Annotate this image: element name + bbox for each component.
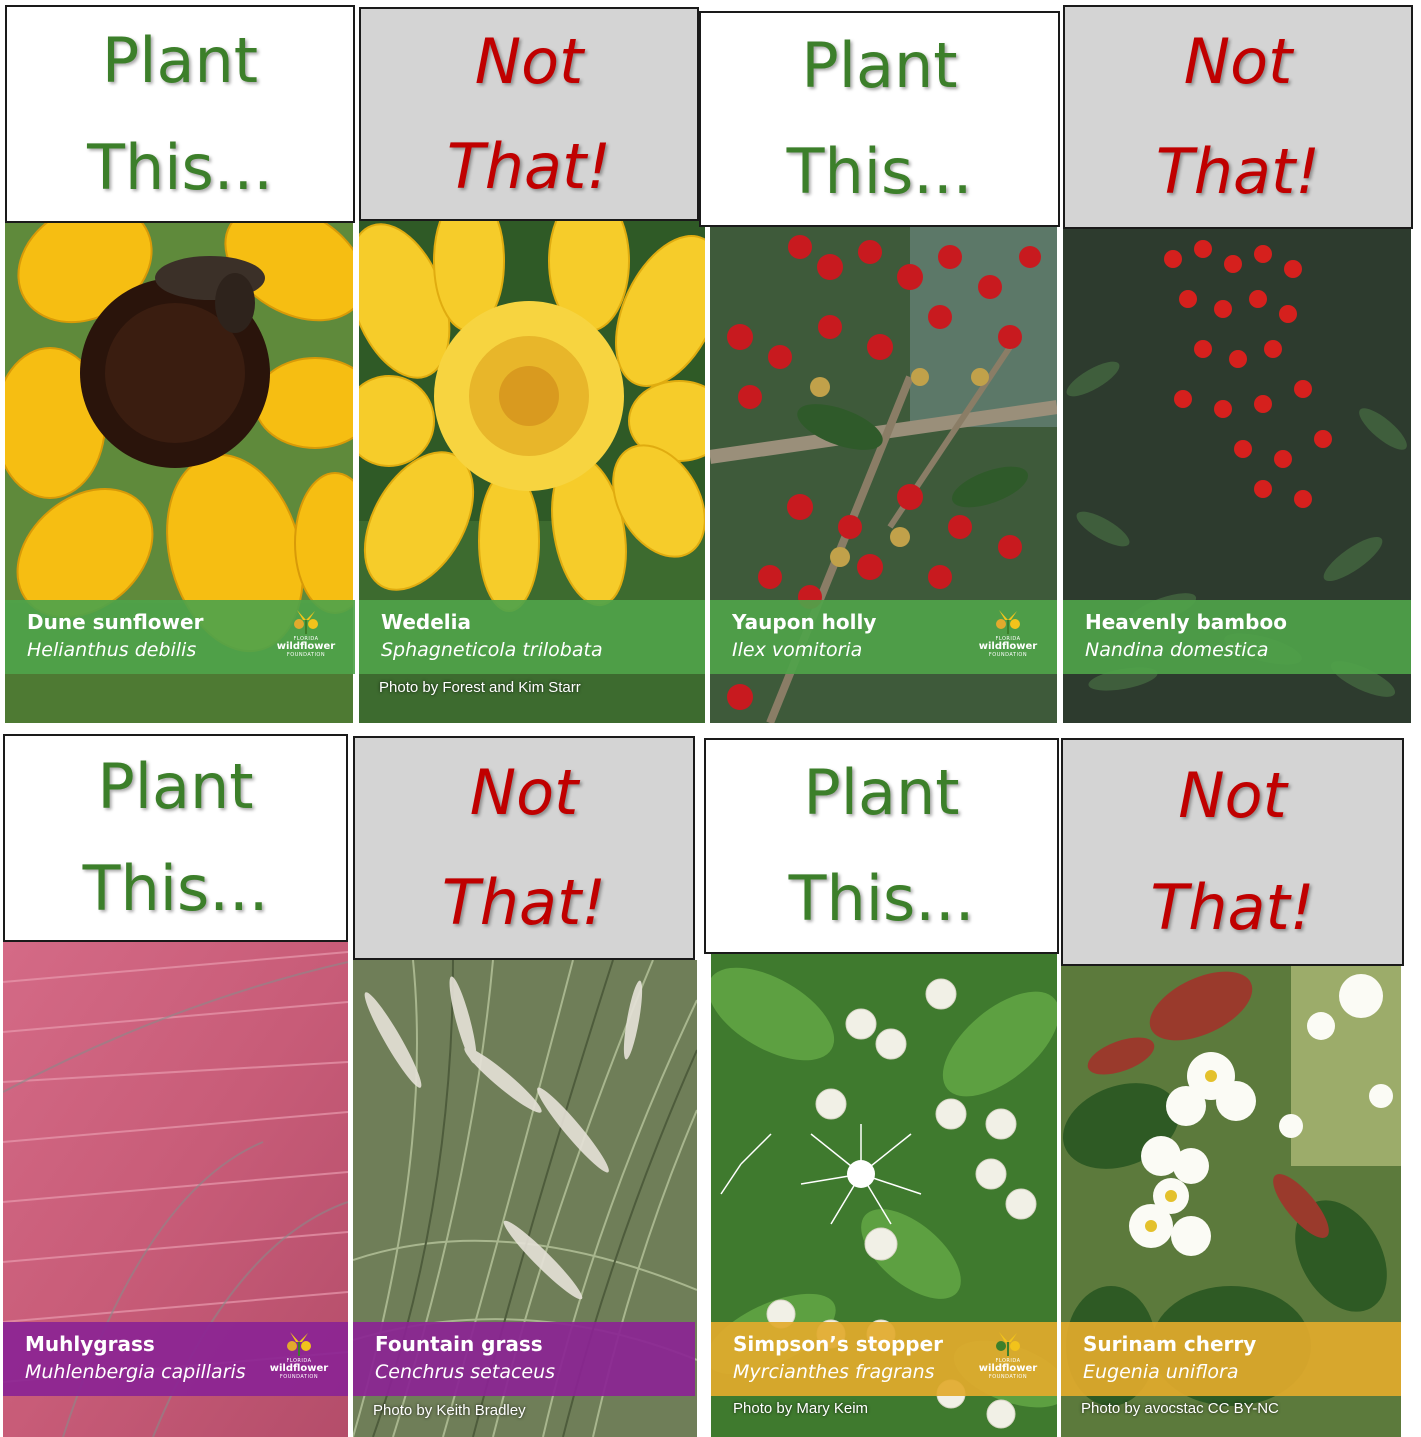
- photo-credit: Photo by Mary Keim: [733, 1400, 869, 1417]
- this-label: This...: [82, 852, 269, 925]
- card-simpsons-stopper: [704, 738, 1059, 1437]
- florida-wildflower-logo: FLORIDA wildflower FOUNDATION: [977, 608, 1039, 666]
- not-label: Not: [474, 24, 584, 98]
- not-label: Not: [1183, 25, 1293, 98]
- that-label: That!: [446, 129, 612, 203]
- card-heavenly-bamboo: [1063, 5, 1415, 723]
- this-label: This...: [788, 862, 975, 935]
- that-label: That!: [1150, 871, 1315, 944]
- card-surinam-cherry: [1061, 738, 1405, 1437]
- photo-credit: Photo by avocstac CC BY-NC: [1081, 1400, 1279, 1417]
- not-label: Not: [1178, 759, 1287, 832]
- common-name: Surinam cherry: [1083, 1332, 1257, 1356]
- plant-name-band: [711, 1322, 1057, 1396]
- that-label: That!: [1155, 135, 1321, 208]
- common-name: Muhlygrass: [25, 1332, 155, 1356]
- plant-name-band: [5, 600, 355, 674]
- photo-credit: Photo by Keith Bradley: [373, 1402, 526, 1419]
- scientific-name: Cenchrus setaceus: [375, 1361, 556, 1383]
- card-yaupon-holly: [699, 11, 1060, 723]
- plant-name-band: [3, 1322, 348, 1396]
- wildflower-logo-icon: [991, 1330, 1025, 1358]
- wildflower-logo-icon: [289, 608, 323, 636]
- plant-name-band: [353, 1322, 695, 1396]
- plant-this-header: [704, 738, 1059, 954]
- card-muhlygrass: [3, 734, 348, 1437]
- florida-wildflower-logo: FLORIDA wildflower FOUNDATION: [275, 608, 337, 666]
- this-label: This...: [87, 130, 273, 204]
- common-name: Simpson’s stopper: [733, 1332, 944, 1356]
- plant-label: Plant: [801, 29, 958, 102]
- plant-label: Plant: [803, 756, 960, 829]
- card-wedelia: [359, 7, 705, 723]
- plant-this-header: [5, 5, 355, 223]
- scientific-name: Eugenia uniflora: [1083, 1361, 1239, 1383]
- wildflower-logo-icon: [282, 1330, 316, 1358]
- not-that-header: [353, 736, 695, 960]
- plant-name-band: [1061, 1322, 1401, 1396]
- scientific-name: Sphagneticola trilobata: [381, 639, 603, 661]
- plant-label: Plant: [97, 750, 254, 823]
- plant-label: Plant: [101, 23, 259, 97]
- plant-name-band: [1063, 600, 1411, 674]
- scientific-name: Muhlenbergia capillaris: [25, 1361, 246, 1383]
- plant-this-header: [699, 11, 1060, 227]
- plant-name-band: [710, 600, 1057, 674]
- photo-credit: Photo by Forest and Kim Starr: [379, 679, 581, 696]
- not-that-header: [359, 7, 699, 221]
- not-label: Not: [469, 756, 579, 829]
- card-dune-sunflower: [5, 5, 355, 723]
- florida-wildflower-logo: FLORIDA wildflower FOUNDATION: [268, 1330, 330, 1388]
- wildflower-logo-icon: [991, 608, 1025, 636]
- common-name: Fountain grass: [375, 1332, 543, 1356]
- not-that-header: [1061, 738, 1404, 966]
- that-label: That!: [441, 866, 607, 939]
- common-name: Heavenly bamboo: [1085, 610, 1287, 634]
- scientific-name: Myrcianthes fragrans: [733, 1361, 935, 1383]
- this-label: This...: [786, 135, 973, 208]
- not-that-header: [1063, 5, 1413, 229]
- scientific-name: Helianthus debilis: [27, 639, 197, 661]
- common-name: Dune sunflower: [27, 610, 204, 634]
- scientific-name: Nandina domestica: [1085, 639, 1269, 661]
- common-name: Wedelia: [381, 610, 471, 634]
- card-fountain-grass: [353, 736, 697, 1437]
- plant-this-header: [3, 734, 348, 942]
- plant-name-band: [359, 600, 705, 674]
- common-name: Yaupon holly: [732, 610, 877, 634]
- florida-wildflower-logo: FLORIDA wildflower FOUNDATION: [977, 1330, 1039, 1388]
- scientific-name: Ilex vomitoria: [732, 639, 863, 661]
